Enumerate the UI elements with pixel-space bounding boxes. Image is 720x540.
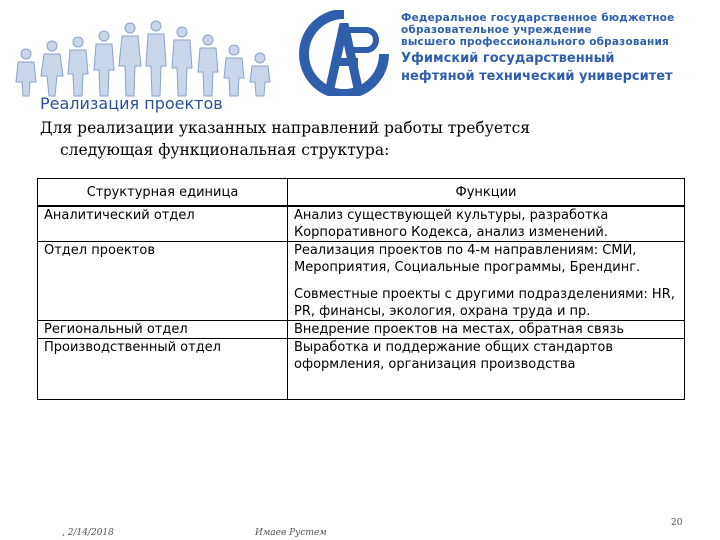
unit-cell: Производственный отдел — [38, 339, 288, 400]
institution-name — [401, 12, 719, 85]
university-line-1: Уфимский государственный — [401, 51, 615, 66]
unit-cell: Региональный отдел — [38, 321, 288, 339]
table-row — [38, 339, 685, 400]
intro-line-1: Для реализации указанных направлений работы требуется — [40, 119, 531, 137]
page-number: 20 — [671, 518, 683, 528]
table-row — [38, 321, 685, 339]
function-text: Выработка и поддержание общих стандартов оформления, организация производства — [294, 340, 613, 372]
table-row — [38, 242, 685, 321]
slide-title: Реализация проектов — [40, 94, 223, 113]
functions-cell — [288, 321, 685, 339]
table-header-row — [38, 179, 685, 207]
people-illustration — [4, 6, 282, 98]
column-header-unit: Структурная единица — [38, 179, 288, 207]
institution-line-2: образовательное учреждение — [401, 24, 592, 36]
university-line-2: нефтяной технический университет — [401, 69, 673, 84]
university-logo — [296, 10, 392, 96]
table-row — [38, 206, 685, 242]
functions-cell — [288, 206, 685, 242]
functions-cell — [288, 242, 685, 321]
function-text: Анализ существующей культуры, разработка Корпоративного Кодекса, анализ изменений. — [294, 208, 609, 240]
function-text: Внедрение проектов на местах, обратная связь — [294, 322, 625, 337]
institution-line-3: высшего профессионального образования — [401, 36, 669, 48]
function-text: Реализация проектов по 4-м направлениям: СМИ, Мероприятия, Социальные программы, Брендинг. — [294, 243, 641, 275]
structure-table — [37, 178, 685, 400]
functions-cell — [288, 339, 685, 400]
footer-date: , 2/14/2018 — [62, 528, 114, 538]
unit-cell: Отдел проектов — [38, 242, 288, 321]
unit-cell: Аналитический отдел — [38, 206, 288, 242]
footer-author: Имаев Рустем — [255, 528, 327, 538]
column-header-functions: Функции — [288, 179, 685, 207]
intro-line-2: следующая функциональная структура: — [60, 141, 390, 159]
institution-line-1: Федеральное государственное бюджетное — [401, 12, 675, 24]
intro-text — [40, 117, 680, 161]
function-text: Совместные проекты с другими подразделениями: HR, PR, финансы, экология, охрана труда и пр. — [294, 287, 675, 319]
